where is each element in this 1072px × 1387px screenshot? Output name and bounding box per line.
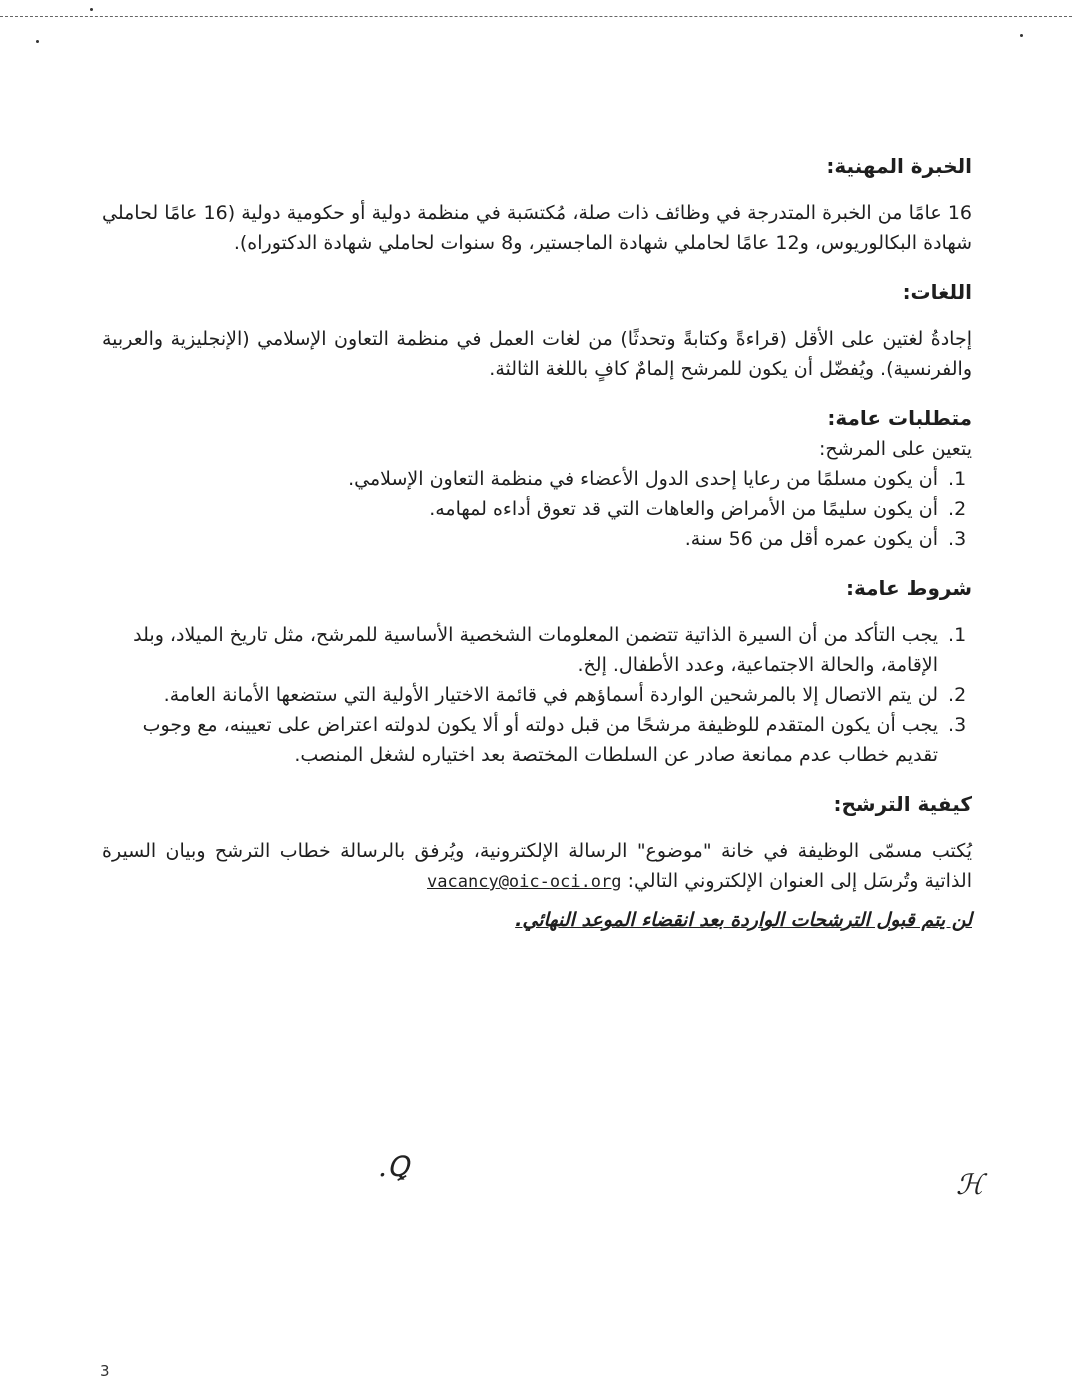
scan-top-border <box>0 16 1072 17</box>
general-conditions-heading: شروط عامة: <box>846 576 972 600</box>
experience-section <box>102 150 972 258</box>
general-requirements-heading: متطلبات عامة: <box>827 406 972 430</box>
general-conditions-list <box>102 620 972 770</box>
application-instructions: يُكتب مسمّى الوظيفة في خانة "موضوع" الرسالة الإلكترونية، ويُرفق بالرسالة خطاب الترشح وبيان السيرة الذاتية وتُرسَل إلى العنوان الإلكتروني التالي: <box>102 840 972 892</box>
general-conditions-section <box>102 572 972 770</box>
deadline-notice: لن يتم قبول الترشحات الواردة بعد انقضاء الموعد النهائي. <box>515 909 972 931</box>
languages-text: إجادةُ لغتين على الأقل (قراءةً وكتابةً وتحدثًا) من لغات العمل في منظمة التعاون الإسلامي (الإنجليزية والعربية والفرنسية). ويُفضّل أن يكون للمرشح إلمامٌ كافٍ باللغة الثالثة. <box>102 328 972 380</box>
languages-section <box>102 276 972 384</box>
list-item: 1. يجب التأكد من أن السيرة الذاتية تتضمن المعلومات الشخصية الأساسية للمرشح، مثل تاريخ الميلاد، وبلد الإقامة، والحالة الاجتماعية، وعدد الأطفال. إلخ. <box>102 620 942 680</box>
handwritten-initials: Ꝗ. <box>378 1150 409 1183</box>
scan-speck <box>90 8 93 11</box>
scan-speck <box>1020 34 1023 37</box>
general-requirements-intro: يتعين على المرشح: <box>818 438 972 460</box>
general-requirements-list <box>102 464 972 554</box>
list-item: 2. لن يتم الاتصال إلا بالمرشحين الواردة أسماؤهم في قائمة الاختيار الأولية التي ستضعها الأمانة العامة. <box>102 680 942 710</box>
list-item: 2. أن يكون سليمًا من الأمراض والعاهات التي قد تعوق أداءه لمهامه. <box>102 494 942 524</box>
application-heading: كيفية الترشح: <box>833 792 972 816</box>
general-requirements-section <box>102 402 972 554</box>
experience-text: 16 عامًا من الخبرة المتدرجة في وظائف ذات صلة، مُكتسَبة في منظمة دولية أو حكومية دولية (16 عامًا لحاملي شهادة البكالوريوس، و12 عامًا لحاملي شهادة الماجستير، و8 سنوات لحاملي شهادة الدكتوراه). <box>102 202 972 254</box>
list-item: 3. يجب أن يكون المتقدم للوظيفة مرشحًا من قبل دولته أو ألا يكون لدولته اعتراض على تعيينه، مع وجوب تقديم خطاب عدم ممانعة صادر عن السلطات المختصة بعد اختياره لشغل المنصب. <box>102 710 942 770</box>
application-section <box>102 788 972 935</box>
list-item: 1. أن يكون مسلمًا من رعايا إحدى الدول الأعضاء في منظمة التعاون الإسلامي. <box>102 464 942 494</box>
application-text <box>102 836 972 897</box>
handwritten-signature: ℋ <box>956 1168 984 1201</box>
email-link[interactable]: vacancy@oic-oci.org <box>427 872 622 892</box>
document-body <box>102 150 972 935</box>
experience-heading: الخبرة المهنية: <box>826 154 972 178</box>
languages-heading: اللغات: <box>902 280 972 304</box>
page-number: 3 <box>100 1362 110 1380</box>
list-item: 3. أن يكون عمره أقل من 56 سنة. <box>102 524 942 554</box>
scan-speck <box>36 40 39 43</box>
